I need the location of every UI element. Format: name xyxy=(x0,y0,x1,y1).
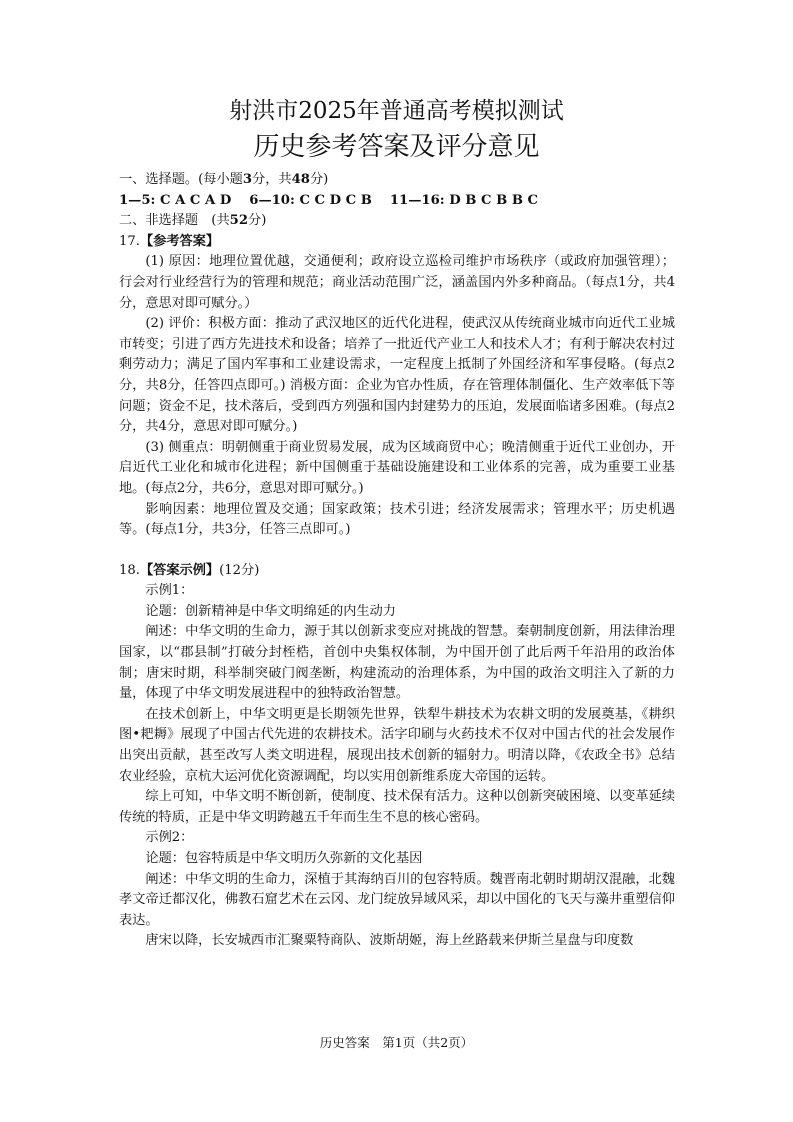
exam-subtitle: 历史参考答案及评分意见 xyxy=(253,132,540,162)
q17-part1: (1) 原因：地理位置优越，交通便利；政府设立巡检司维护市场秩序（或政府加强管理）；行会对行业经营行为的管理和规范；商业活动范围广泛，涵盖国内外多种商品。（每点1分，共4分，意思对即可赋分。） xyxy=(119,254,675,311)
section2-heading: 二、非选择题 (共52分) xyxy=(119,213,267,229)
answer-group-2: 6—10: C C D C B xyxy=(249,192,372,208)
q17-part2: (2) 评价：积极方面：推动了武汉地区的近代化进程，使武汉从传统商业城市向近代工业城市转变；引进了西方先进技术和设备；培养了一批近代产业工人和技术人才；有利于解决农村过剩劳动力；满足了国内军事和工业建设需求，一定程度上抵制了外国经济和军事侵略。(每点2分，共8分，任答四点即可。) 消极方面：企业为官办性质，存在管理体制僵化、生产效率低下等问题；资金不足，技术落后，受到西方列强和国内封建势力的压迫，发展面临诸多困难。(每点2分，共4分，意思对即可赋分。) xyxy=(119,316,675,435)
answer-group-1: 1—5: C A C A D xyxy=(119,192,232,208)
spacer xyxy=(119,541,675,561)
multiple-choice-answers xyxy=(119,191,675,212)
page-footer: 历史答案 第1页（共2页） xyxy=(319,1035,474,1050)
example1-para1: 阐述：中华文明的生命力，源于其以创新求变应对挑战的智慧。秦朝制度创新，用法律治理国家，以“郡县制”打破分封桎梏，首创中央集权体制，为中国开创了此后两千年沿用的政治体制；唐宋时期，科举制突破门阀垄断，构建流动的治理体系，为中国的政治文明注入了新的力量，体现了中华文明发展进程中的独特政治智慧。 xyxy=(119,624,675,702)
q17-label: 17.【参考答案】 xyxy=(119,233,220,249)
example1-para2: 在技术创新上，中华文明更是长期领先世界，铁犁牛耕技术为农耕文明的发展奠基，《耕织图•耙耨》展现了中国古代先进的农耕技术。活字印刷与火药技术不仅对中国古代的社会发展作出突出贡献，甚至改写人类文明进程，展现出技术创新的辐射力。明清以降，《农政全书》总结农业经验，京杭大运河优化资源调配，均以实用创新维系庞大帝国的运转。 xyxy=(119,706,675,784)
q17-factors: 影响因素：地理位置及交通；国家政策；技术引进；经济发展需求；管理水平；历史机遇等。(每点1分，共3分，任答三点即可。) xyxy=(119,501,675,538)
example2-para1: 阐述：中华文明的生命力，深植于其海纳百川的包容特质。魏晋南北朝时期胡汉混融，北魏孝文帝迁都汉化，佛教石窟艺术在云冈、龙门绽放异域风采，却以中国化的飞天与藻井重塑信仰表达。 xyxy=(119,871,675,928)
q18-label: 18.【答案示例】(12分) xyxy=(119,562,260,578)
example1-label: 示例1： xyxy=(145,583,194,599)
answer-content xyxy=(119,170,675,952)
section1-heading: 一、选择题。(每小题3分，共48分) xyxy=(119,172,329,187)
example2-para2: 唐宋以降，长安城西市汇聚粟特商队、波斯胡姬，海上丝路载来伊斯兰星盘与印度数 xyxy=(145,933,634,949)
q17-part3: (3) 侧重点：明朝侧重于商业贸易发展，成为区域商贸中心；晚清侧重于近代工业创办，开启近代工业化和城市化进程；新中国侧重于基础设施建设和工业体系的完善，成为重要工业基地。(每点2分，共6分，意思对即可赋分。) xyxy=(119,439,675,496)
example1-para3: 综上可知，中华文明不断创新，使制度、技术保有活力。这种以创新突破困境、以变革延续传统的特质，正是中华文明跨越五千年而生生不息的核心密码。 xyxy=(119,789,675,825)
example2-topic: 论题：包容特质是中华文明历久弥新的文化基因 xyxy=(145,851,423,866)
example1-topic: 论题：创新精神是中华文明绵延的内生动力 xyxy=(145,603,396,619)
example2-label: 示例2： xyxy=(145,830,194,846)
answer-group-3: 11—16: D B C B B C xyxy=(389,192,539,208)
exam-title: 射洪市2025年普通高考模拟测试 xyxy=(229,98,564,124)
